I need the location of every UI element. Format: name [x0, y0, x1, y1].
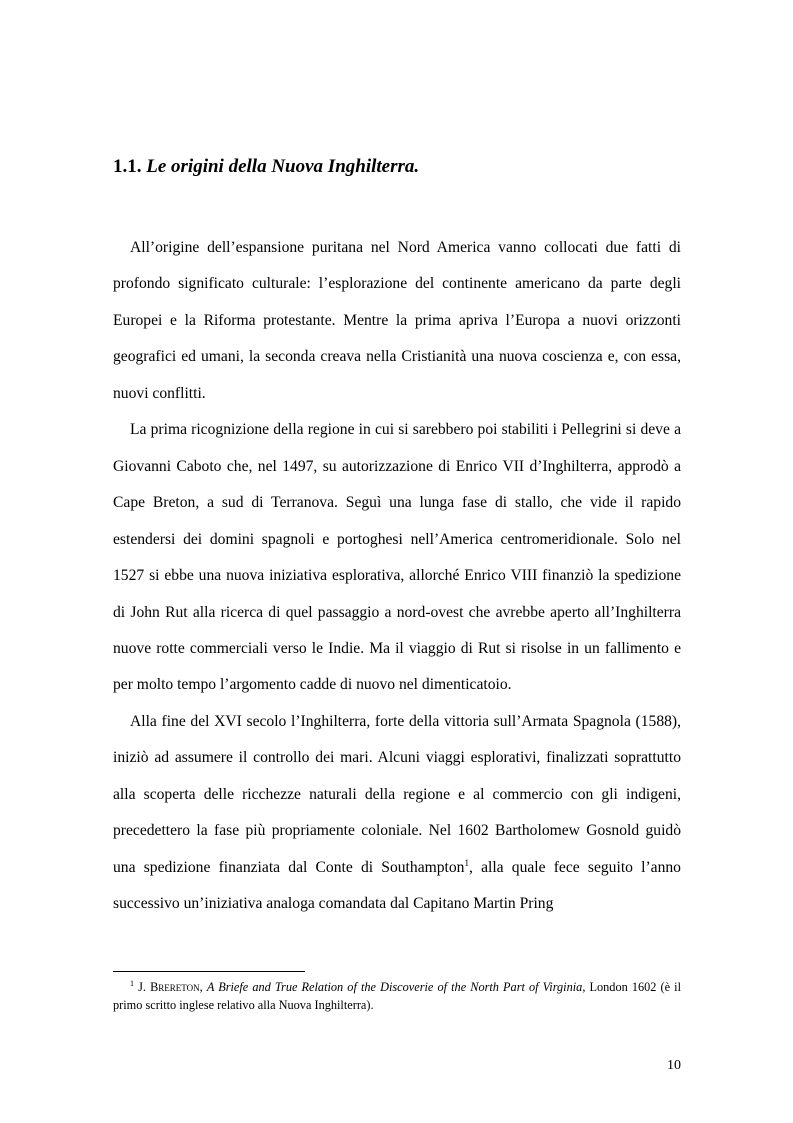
section-heading: [113, 155, 419, 179]
paragraph-1: All’origine dell’espansione puritana nel Nord America vanno collocati due fatti di profondo significato culturale: l’esplorazione del continente americano da parte degli Europei e la Riforma protestante. Mentre la prima apriva l’Europa a nuovi orizzonti geografici ed umani, la seconda creava nella Cristianità una nuova coscienza e, con essa, nuovi conflitti.: [113, 239, 681, 402]
body-text: [113, 230, 681, 923]
paragraph-3: [113, 704, 681, 923]
paragraph-3-text-after-note: , alla quale fece seguito l’anno successivo un’iniziativa analoga comandata dal Capitano Martin Pring: [113, 858, 681, 913]
footnote-author-surname: Brereton: [150, 980, 200, 994]
footnote-reference[interactable]: 1: [464, 857, 469, 868]
section-title: Le origini della Nuova Inghilterra.: [146, 156, 420, 177]
footnote-work-title: A Briefe and True Relation of the Discoverie of the North Part of Virginia: [206, 980, 583, 994]
footnote-author-initial: J.: [138, 980, 151, 994]
footnote: [113, 978, 681, 1014]
footnote-separator: [113, 971, 305, 972]
paragraph-2: La prima ricognizione della regione in cui si sarebbero poi stabiliti i Pellegrini si deve a Giovanni Caboto che, nel 1497, su autorizzazione di Enrico VII d’Inghilterra, approdò a Cape Breton, a sud di Terranova. Seguì una lunga fase di stallo, che vide il rapido estendersi dei domini spagnoli e portoghesi nell’America centromeridionale. Solo nel 1527 si ebbe una nuova iniziativa esplorativa, allorché Enrico VIII finanziò la spedizione di John Rut alla ricerca di quel passaggio a nord-ovest che avrebbe aperto all’Inghilterra nuove rotte commerciali verso le Indie. Ma il viaggio di Rut si risolse in un fallimento e per molto tempo l’argomento cadde di nuovo nel dimenticatoio.: [113, 421, 681, 694]
page-number: 10: [667, 1058, 681, 1073]
footnote-marker: 1: [130, 979, 134, 988]
paragraph-3-text-before-note: Alla fine del XVI secolo l’Inghilterra, forte della vittoria sull’Armata Spagnola (1588), iniziò ad assumere il controllo dei mari. Alcuni viaggi esplorativi, finalizzati soprattutto alla scoperta delle ricchezze naturali della regione e al commercio con gli indigeni, precedettero la fase più propriamente coloniale. Nel 1602 Bartholomew Gosnold guidò una spedizione finanziata dal Conte di Southampton: [113, 712, 681, 876]
footnote-separator-text: ,: [199, 980, 207, 994]
section-number: 1.1.: [113, 156, 142, 177]
footnote-rest: , London 1602 (è il primo scritto inglese relativo alla Nuova Inghilterra).: [113, 980, 682, 1012]
